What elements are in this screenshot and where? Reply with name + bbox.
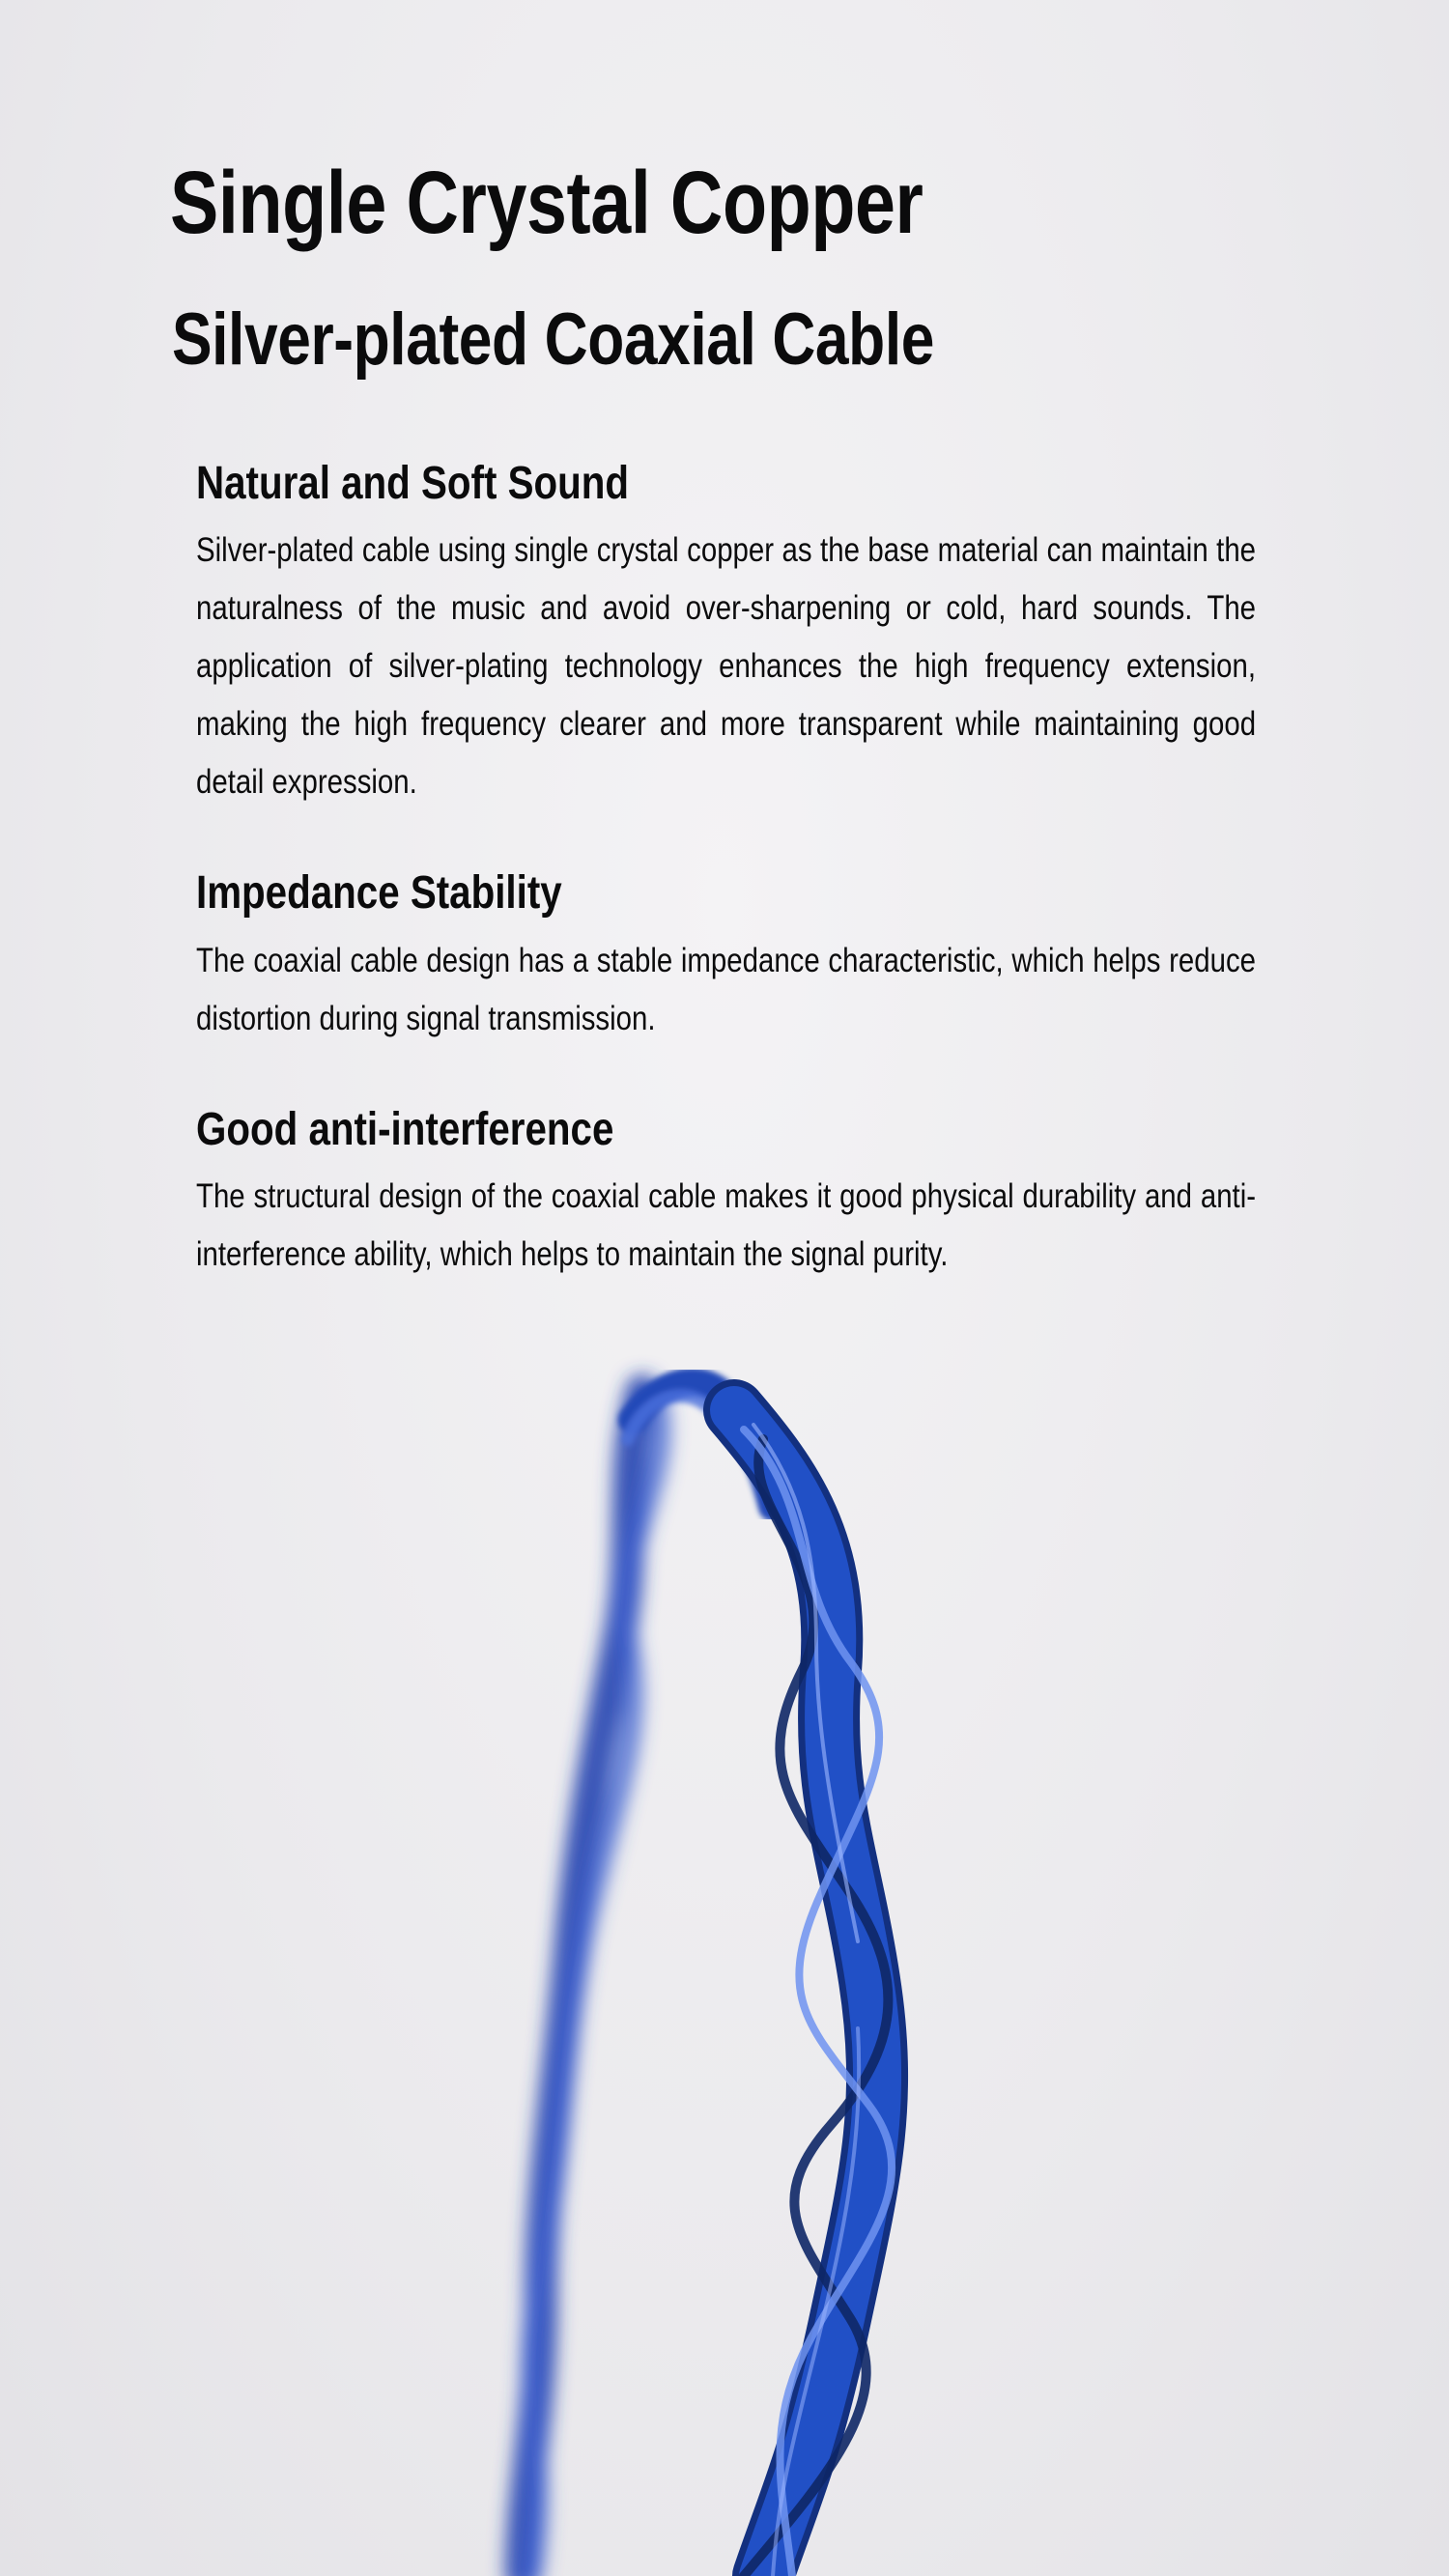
feature-anti-interference (196, 1100, 1256, 1284)
page-title: Single Crystal Copper (170, 154, 923, 252)
page-subtitle: Silver-plated Coaxial Cable (172, 298, 934, 381)
feature-heading: Good anti-interference (196, 1103, 614, 1155)
twisted-cable-image (0, 1352, 1449, 2576)
feature-impedance-stability (196, 863, 1256, 1047)
feature-heading: Natural and Soft Sound (196, 458, 629, 509)
cable-back-strand (522, 1391, 661, 2576)
feature-description: The coaxial cable design has a stable impedance characteristic, which helps reduce distortion during signal transmission. (196, 941, 1257, 1037)
feature-heading: Impedance Stability (196, 867, 562, 920)
feature-description: Silver-plated cable using single crystal copper as the base material can maintain the naturalness of the music and avoid over-sharpening or cold, hard sounds. The application of silver-plating technology enhances the high frequency extension, making the high frequency clearer and more transparent while maintaining good detail expression. (196, 531, 1257, 802)
cable-front-strand (734, 1410, 892, 2576)
feature-natural-sound (196, 454, 1256, 811)
feature-description: The structural design of the coaxial cable makes it good physical durability and anti-interference ability, which helps to maintain the signal purity. (196, 1177, 1257, 1274)
cable-photo (0, 1352, 1449, 2576)
feature-list (196, 454, 1256, 1336)
